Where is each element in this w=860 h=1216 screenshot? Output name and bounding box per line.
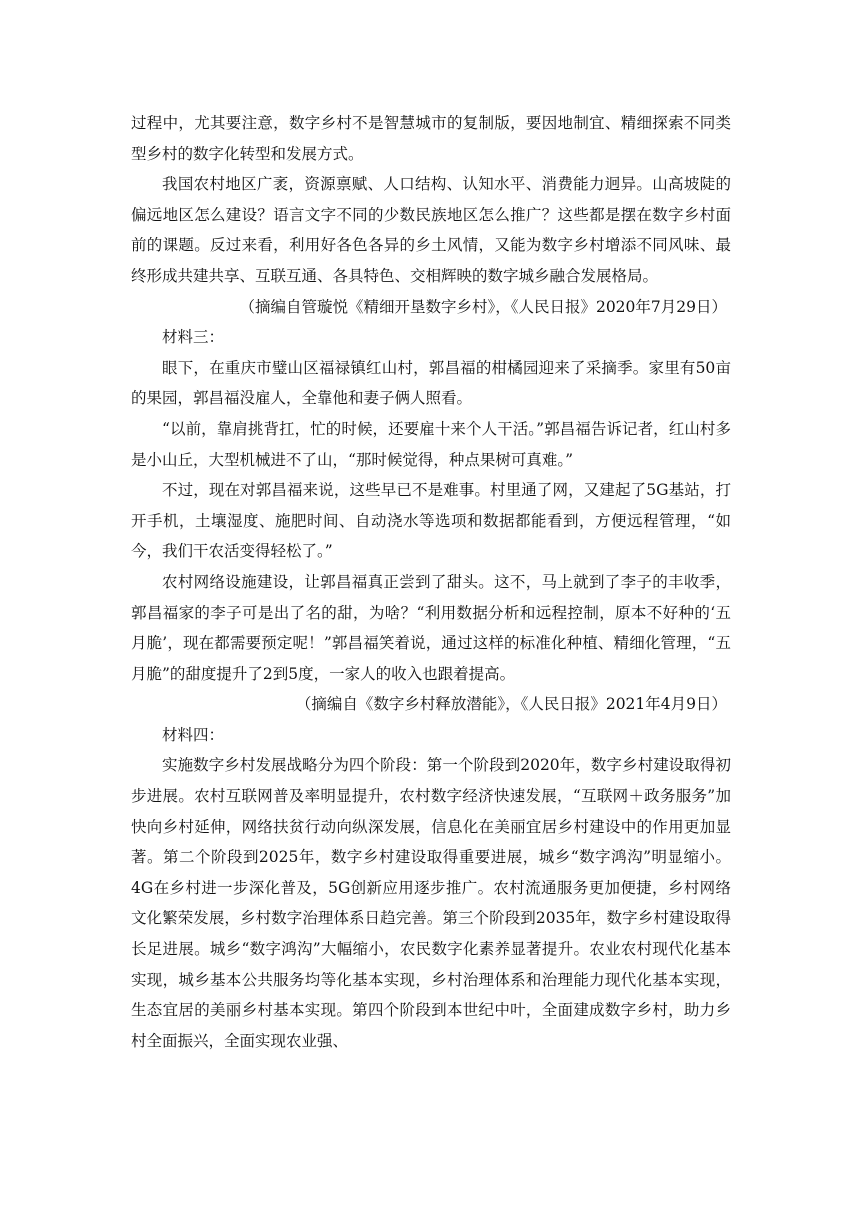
paragraph-5g: 不过，现在对郭昌福来说，这些早已不是难事。村里通了网，又建起了5G基站，打开手机，土壤湿度、施肥时间、自动浇水等选项和数据都能看到，方便远程管理，“如今，我们干农活变得轻松了。” [131,481,731,561]
document-body [131,108,731,1056]
paragraph-quote-past: “以前，靠肩挑背扛，忙的时候，还要雇十来个人干活。”郭昌福告诉记者，红山村多是小山丘，大型机械进不了山，“那时候觉得，种点果树可真难。” [131,419,731,469]
paragraph-orchard: 眼下，在重庆市璧山区福禄镇红山村，郭昌福的柑橘园迎来了采摘季。家里有50亩的果园，郭昌福没雇人，全靠他和妻子俩人照看。 [131,358,731,408]
paragraph-plums: 农村网络设施建设，让郭昌福真正尝到了甜头。这不，马上就到了李子的丰收季，郭昌福家的李子可是出了名的甜，为啥？“利用数据分析和远程控制，原本不好种的‘五月脆’，现在都需要预定呢！”郭昌福笑着说，通过这样的标准化种植、精细化管理，“五月脆”的甜度提升了2到5度，一家人的收入也跟着提高。 [131,572,731,683]
material-three-label: 材料三： [162,328,225,347]
paragraph-continuation: 过程中，尤其要注意，数字乡村不是智慧城市的复制版，要因地制宜、精细探索不同类型乡村的数字化转型和发展方式。 [131,114,731,163]
source-citation-2: （摘编自《数字乡村释放潜能》，《人民日报》2021年4月9日） [295,695,727,714]
paragraph-four-stages: 实施数字乡村发展战略分为四个阶段：第一个阶段到2020年，数字乡村建设取得初步进展。农村互联网普及率明显提升，农村数字经济快速发展，“互联网＋政务服务”加快向乡村延伸，网络扶贫行动向纵深发展，信息化在美丽宜居乡村建设中的作用更加显著。第二个阶段到2025年，数字乡村建设取得重要进展，城乡“数字鸿沟”明显缩小。4G在乡村进一步深化普及，5G创新应用逐步推广。农村流通服务更加便捷，乡村网络文化繁荣发展，乡村数字治理体系日趋完善。第三个阶段到2035年，数字乡村建设取得长足进展。城乡“数字鸿沟”大幅缩小，农民数字化素养显著提升。农业农村现代化基本实现，城乡基本公共服务均等化基本实现，乡村治理体系和治理能力现代化基本实现，生态宜居的美丽乡村基本实现。第四个阶段到本世纪中叶，全面建成数字乡村，助力乡村全面振兴，全面实现农业强、 [131,756,731,1050]
paragraph-rural-diversity: 我国农村地区广袤，资源禀赋、人口结构、认知水平、消费能力迥异。山高坡陡的偏远地区怎么建设？语言文字不同的少数民族地区怎么推广？这些都是摆在数字乡村面前的课题。反过来看，利用好各色各异的乡土风情，又能为数字乡村增添不同风味、最终形成共建共享、互联互通、各具特色、交相辉映的数字城乡融合发展格局。 [131,175,731,285]
material-four-label: 材料四： [162,725,225,744]
source-citation-1: （摘编自管璇悦《精细开垦数字乡村》，《人民日报》2020年7月29日） [239,297,727,316]
